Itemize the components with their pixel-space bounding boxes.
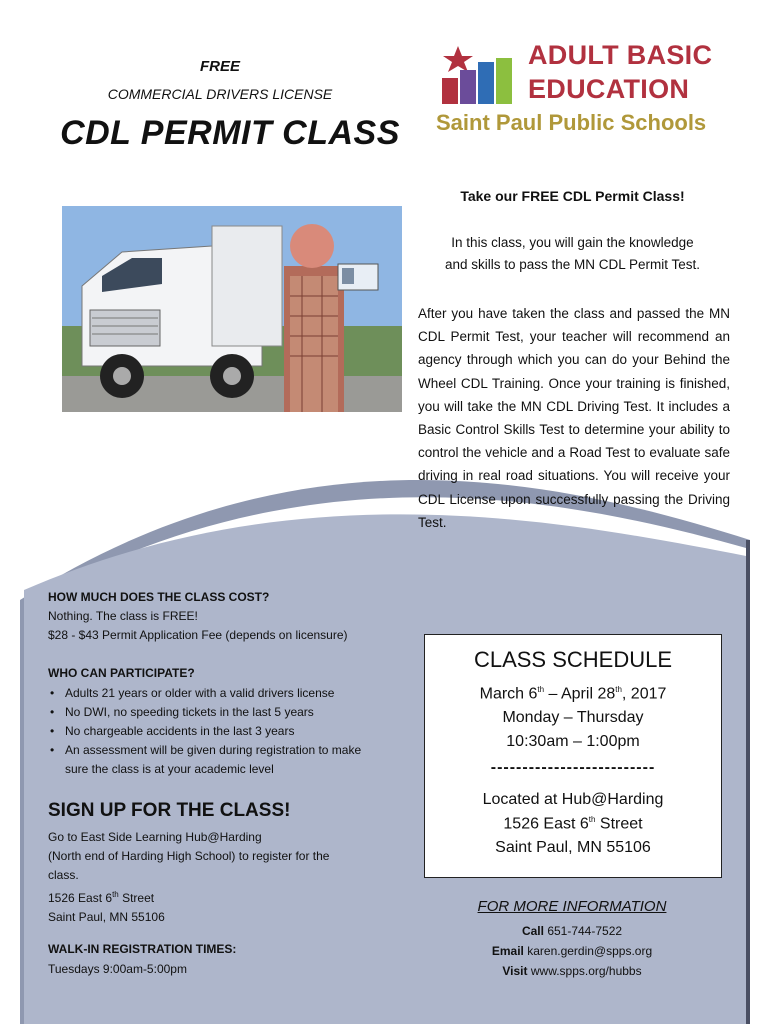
- website-url: www.spps.org/hubbs: [530, 964, 642, 978]
- intro-line-1: In this class, you will gain the knowledge: [451, 235, 694, 250]
- walkin-heading: WALK-IN REGISTRATION TIMES:: [48, 942, 237, 956]
- list-item: • No DWI, no speeding tickets in the last 5 years: [48, 703, 368, 722]
- participate-list: [48, 684, 368, 779]
- contact-visit: Visit www.spps.org/hubbs: [502, 964, 642, 978]
- schedule-dates: March 6th – April 28th, 2017: [479, 685, 667, 703]
- schedule-street: 1526 East 6th Street: [503, 815, 643, 833]
- signup-line-1: Go to East Side Learning Hub@Harding: [48, 830, 262, 844]
- signup-heading: SIGN UP FOR THE CLASS!: [48, 800, 291, 821]
- header-free: FREE: [199, 58, 240, 75]
- more-info-heading: FOR MORE INFORMATION: [477, 898, 667, 915]
- schedule-divider: --------------------------: [490, 759, 656, 776]
- signup-details: [48, 828, 358, 927]
- header-subtitle: COMMERCIAL DRIVERS LICENSE: [107, 86, 333, 102]
- contact-call: Call 651-744-7522: [521, 924, 623, 938]
- participate-section: [48, 666, 368, 779]
- signup-street: 1526 East 6th Street: [48, 890, 155, 905]
- class-description: After you have taken the class and passed the MN CDL Permit Test, your teacher will recommend an agency through which you can do your Behind the Wheel CDL Training. Once your training is finished, you will take the MN CDL Driving Test. It includes a Basic Control Skills Test to determine your ability to control the vehicle and a Road Test to evaluate safe driving in real road situations. You will receive your CDL License upon successfully passing the Driving Test.: [418, 306, 730, 530]
- abe-logo-mark-icon: [436, 44, 524, 106]
- intro-line-2: and skills to pass the MN CDL Permit Test.: [444, 257, 701, 272]
- email-address: karen.gerdin@spps.org: [527, 944, 653, 958]
- schedule-city: Saint Paul, MN 55106: [495, 839, 651, 856]
- schedule-time: 10:30am – 1:00pm: [506, 733, 640, 750]
- logo-line-education: EDUCATION: [528, 74, 690, 104]
- intro-text: [415, 232, 730, 276]
- cost-line-1: Nothing. The class is FREE!: [48, 609, 198, 623]
- phone-number: 651-744-7522: [547, 924, 623, 938]
- list-item: • An assessment will be given during registration to make sure the class is at your academic level: [48, 741, 368, 779]
- schedule-location: Located at Hub@Harding: [482, 791, 664, 808]
- logo-line-adult-basic: ADULT BASIC: [528, 40, 713, 70]
- participate-heading: WHO CAN PARTICIPATE?: [48, 666, 195, 680]
- schedule-title: CLASS SCHEDULE: [473, 647, 673, 672]
- signup-line-2: (North end of Harding High School) to register for the class.: [48, 849, 330, 882]
- cost-line-2: $28 - $43 Permit Application Fee (depends on licensure): [48, 628, 348, 642]
- schedule-days: Monday – Thursday: [502, 709, 644, 726]
- list-item: • Adults 21 years or older with a valid drivers license: [48, 684, 368, 703]
- list-item: • No chargeable accidents in the last 3 years: [48, 722, 368, 741]
- tagline: Take our FREE CDL Permit Class!: [460, 188, 685, 204]
- class-schedule-box: [424, 634, 722, 878]
- cost-heading: HOW MUCH DOES THE CLASS COST?: [48, 590, 270, 604]
- logo-line-spps: Saint Paul Public Schools: [436, 110, 707, 135]
- cost-section: [48, 590, 408, 645]
- page-title: CDL PERMIT CLASS: [60, 114, 400, 152]
- contact-email: Email karen.gerdin@spps.org: [491, 944, 653, 958]
- truck-driver-photo: [62, 206, 402, 412]
- signup-city: Saint Paul, MN 55106: [48, 910, 165, 924]
- walkin-times: Tuesdays 9:00am-5:00pm: [48, 962, 187, 976]
